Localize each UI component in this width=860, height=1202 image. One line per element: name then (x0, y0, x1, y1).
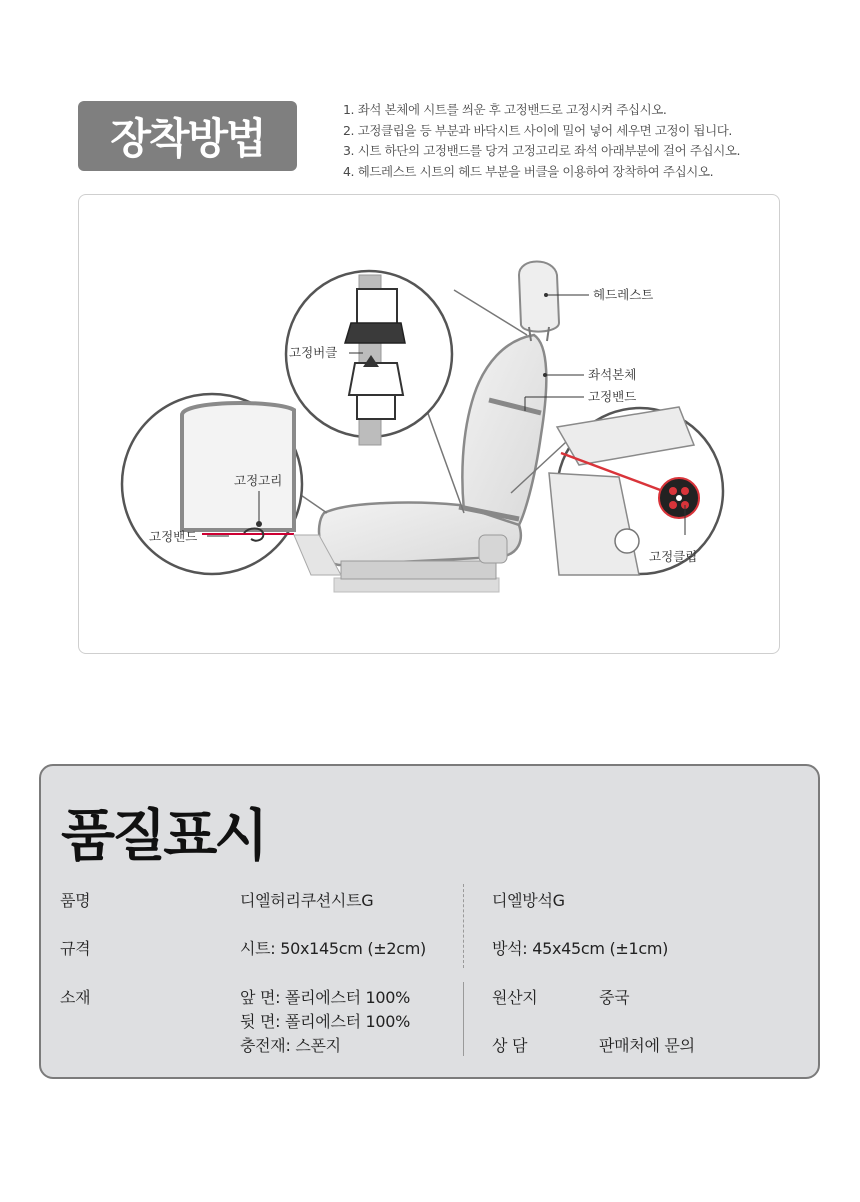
contact-value: 판매처에 문의 (599, 1036, 695, 1055)
spec-value-a: 시트: 50x145cm (±2cm) (240, 939, 426, 958)
origin-label: 원산지 (492, 988, 538, 1007)
seat-rail (334, 578, 499, 592)
install-step: 4. 헤드레스트 시트의 헤드 부분을 버클을 이용하여 장착하여 주십시오. (343, 163, 714, 179)
contact-label: 상 담 (492, 1036, 528, 1055)
spec-value-b: 방석: 45x45cm (±1cm) (492, 939, 669, 958)
install-title: 장착방법 (110, 114, 265, 163)
buckle-female (345, 323, 405, 343)
material-label: 소재 (60, 988, 91, 1007)
seat-illustration (79, 195, 780, 654)
clip-icon (659, 478, 699, 518)
install-step: 3. 시트 하단의 고정밴드를 당겨 고정고리로 좌석 아래부분에 걸어 주십시오. (343, 143, 741, 158)
seat-under (341, 561, 496, 579)
label-clip: 고정클립 (649, 549, 698, 564)
column-divider-bottom (463, 982, 464, 1056)
material-back: 뒷 면: 폴리에스터 100% (240, 1012, 411, 1031)
label-headrest: 헤드레스트 (593, 287, 654, 302)
name-value-a: 디엘허리쿠션시트G (240, 891, 374, 910)
label-seat-body: 좌석본체 (588, 367, 637, 382)
hook-seat-edge (182, 403, 294, 530)
label-buckle: 고정버클 (289, 345, 338, 360)
install-steps (343, 100, 803, 182)
label-band-left: 고정밴드 (149, 529, 198, 544)
material-front: 앞 면: 폴리에스터 100% (240, 988, 411, 1007)
seat-knob (479, 535, 507, 563)
quality-panel (39, 764, 820, 1079)
label-hook: 고정고리 (234, 473, 283, 488)
quality-title: 품질표시 (61, 804, 266, 869)
label-band-right: 고정밴드 (588, 389, 637, 404)
column-divider-top (463, 884, 464, 968)
seat-backrest (462, 335, 546, 525)
install-diagram (78, 194, 780, 654)
install-step: 1. 좌석 본체에 시트를 씌운 후 고정밴드로 고정시켜 주십시오. (343, 102, 667, 117)
install-step: 2. 고정클립을 등 부분과 바닥시트 사이에 밀어 넣어 세우면 고정이 됩니다. (343, 122, 733, 138)
headrest (519, 262, 559, 332)
material-filling: 충전재: 스폰지 (240, 1036, 341, 1055)
install-title-badge (78, 101, 297, 171)
buckle-male (349, 363, 403, 395)
name-label: 품명 (60, 891, 91, 910)
name-value-b: 디엘방석G (492, 891, 565, 910)
origin-value: 중국 (599, 988, 630, 1007)
spec-label: 규격 (60, 939, 91, 958)
